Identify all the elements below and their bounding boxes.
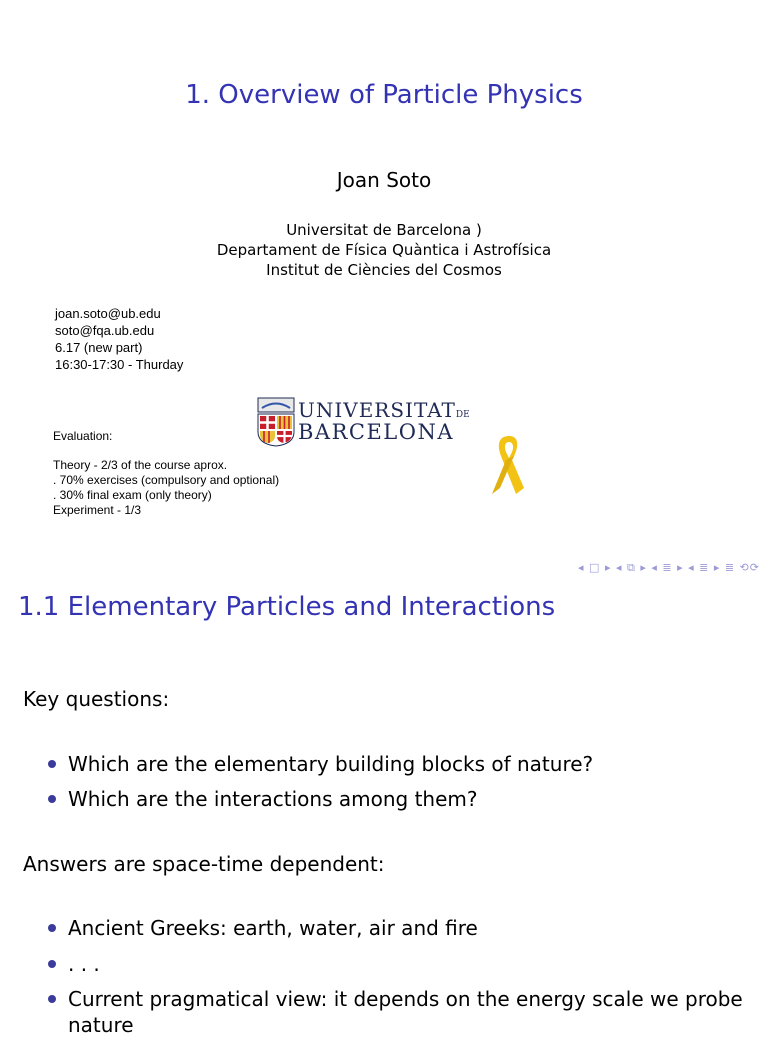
section-title: 1.1 Elementary Particles and Interactions	[18, 592, 556, 622]
list-item	[48, 952, 100, 976]
author-name: Joan Soto	[336, 168, 432, 192]
list-item-continuation: nature	[68, 1013, 134, 1037]
logo-text-line1	[298, 398, 470, 422]
affiliations	[0, 220, 768, 280]
list-item-text: Ancient Greeks: earth, water, air and fire	[68, 916, 478, 940]
logo-word-de: DE	[455, 410, 470, 420]
yellow-ribbon-icon	[488, 432, 530, 498]
list-item-text: . . .	[68, 952, 100, 976]
affiliation-line: Institut de Ciències del Cosmos	[266, 261, 502, 279]
evaluation-item: Experiment - 1/3	[53, 503, 142, 517]
evaluation-item: . 30% final exam (only theory)	[53, 488, 212, 502]
list-item	[48, 916, 478, 940]
logo-text-line2: BARCELONA	[298, 420, 455, 444]
bullet-icon	[48, 795, 56, 803]
logo-word-universitat: UNIVERSITAT	[298, 398, 456, 422]
key-questions-label: Key questions:	[23, 687, 170, 711]
university-logo	[242, 362, 470, 488]
list-item-text: Which are the elementary building blocks of nature?	[68, 752, 594, 776]
affiliation-line: Universitat de Barcelona )	[286, 221, 482, 239]
list-item-text: Current pragmatical view: it depends on the energy scale we probe	[68, 987, 743, 1011]
affiliation-line: Departament de Física Quàntica i Astrofísica	[216, 241, 552, 259]
evaluation-label: Evaluation:	[53, 429, 113, 443]
bullet-icon	[48, 924, 56, 932]
university-shield-icon	[256, 396, 296, 448]
contact-email: soto@fqa.ub.edu	[55, 323, 155, 338]
list-item	[48, 987, 743, 1011]
bullet-icon	[48, 995, 56, 1003]
answers-label: Answers are space-time dependent:	[23, 852, 385, 876]
list-item-text: Which are the interactions among them?	[68, 787, 478, 811]
evaluation-item: Theory - 2/3 of the course aprox.	[53, 458, 228, 472]
evaluation-item: . 70% exercises (compulsory and optional)	[53, 473, 280, 487]
contact-office: 6.17 (new part)	[55, 340, 143, 355]
slide-title: 1. Overview of Particle Physics	[185, 80, 583, 110]
contact-hours: 16:30-17:30 - Thurday	[55, 357, 184, 372]
bullet-icon	[48, 760, 56, 768]
beamer-navigation-bar[interactable]: ◂ □ ▸ ◂ ⧉ ▸ ◂ ≣ ▸ ◂ ≣ ▸ ≣ ⟲⟳	[578, 561, 760, 574]
bullet-icon	[48, 960, 56, 968]
list-item	[48, 787, 477, 811]
contact-info	[55, 305, 183, 373]
contact-email: joan.soto@ub.edu	[55, 306, 161, 321]
list-item	[48, 752, 593, 776]
